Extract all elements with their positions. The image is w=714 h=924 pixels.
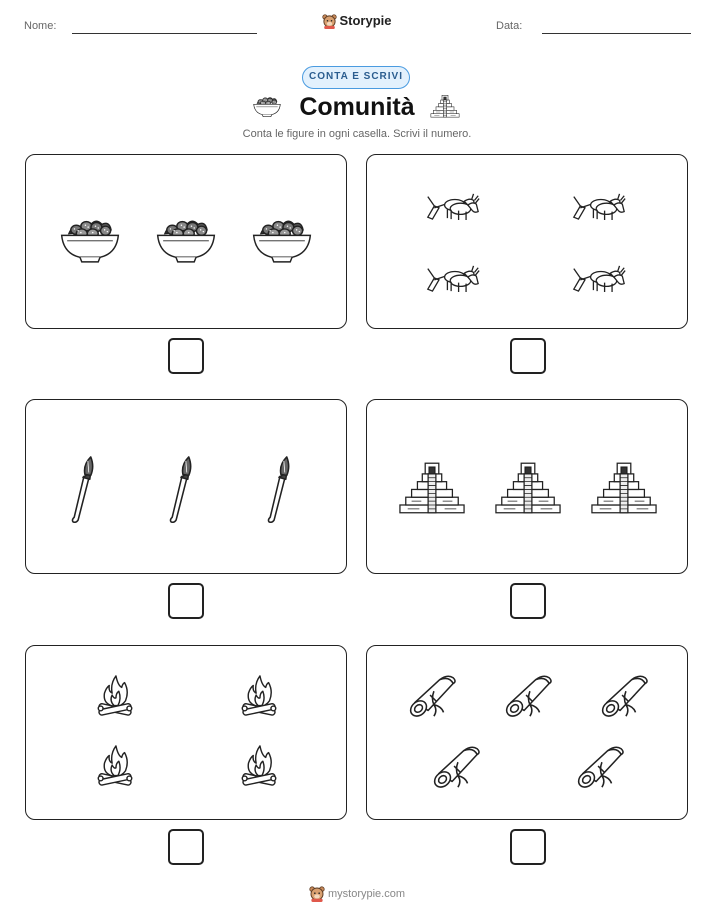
oxen-plow-icon: [571, 189, 627, 223]
bear-logo-icon: [309, 886, 325, 902]
count-card-6: [366, 645, 688, 820]
campfire-icon: [237, 672, 281, 720]
name-line[interactable]: [72, 33, 257, 34]
oxen-plow-icon: [425, 261, 481, 295]
pyramid-icon: [398, 460, 466, 515]
count-card-1: [25, 154, 347, 329]
answer-box-1[interactable]: [168, 338, 204, 374]
pyramid-icon: [590, 460, 658, 515]
answer-box-6[interactable]: [510, 829, 546, 865]
count-card-3: [25, 399, 347, 574]
spear-icon: [167, 455, 193, 523]
fruit-bowl-icon: [154, 213, 218, 265]
date-label: Data:: [496, 20, 523, 32]
scroll-icon: [573, 743, 627, 791]
fruit-bowl-icon: [58, 213, 122, 265]
spear-icon: [265, 455, 291, 523]
name-label: Nome:: [24, 20, 57, 32]
date-line[interactable]: [542, 33, 691, 34]
pyramid-icon: [430, 93, 460, 119]
scroll-icon: [429, 743, 483, 791]
count-card-5: [25, 645, 347, 820]
oxen-plow-icon: [425, 189, 481, 223]
activity-tag: CONTA E SCRIVI: [302, 66, 410, 89]
pyramid-icon: [494, 460, 562, 515]
campfire-icon: [237, 742, 281, 790]
brand-logo: [0, 13, 714, 29]
answer-box-2[interactable]: [510, 338, 546, 374]
campfire-icon: [93, 672, 137, 720]
scroll-icon: [405, 672, 459, 720]
bear-logo-icon: [322, 14, 337, 29]
answer-box-5[interactable]: [168, 829, 204, 865]
answer-box-4[interactable]: [510, 583, 546, 619]
footer-url[interactable]: mystorypie.com: [327, 887, 406, 900]
scroll-icon: [501, 672, 555, 720]
answer-box-3[interactable]: [168, 583, 204, 619]
instructions: Conta le figure in ogni casella. Scrivi il numero.: [242, 128, 472, 140]
count-card-4: [366, 399, 688, 574]
spear-icon: [69, 455, 95, 523]
scroll-icon: [597, 672, 651, 720]
campfire-icon: [93, 742, 137, 790]
count-card-2: [366, 154, 688, 329]
page-title: Comunità: [299, 93, 415, 121]
brand-name: Storypie: [339, 13, 392, 28]
fruit-bowl-icon: [250, 213, 314, 265]
oxen-plow-icon: [571, 261, 627, 295]
footer: [0, 886, 714, 902]
